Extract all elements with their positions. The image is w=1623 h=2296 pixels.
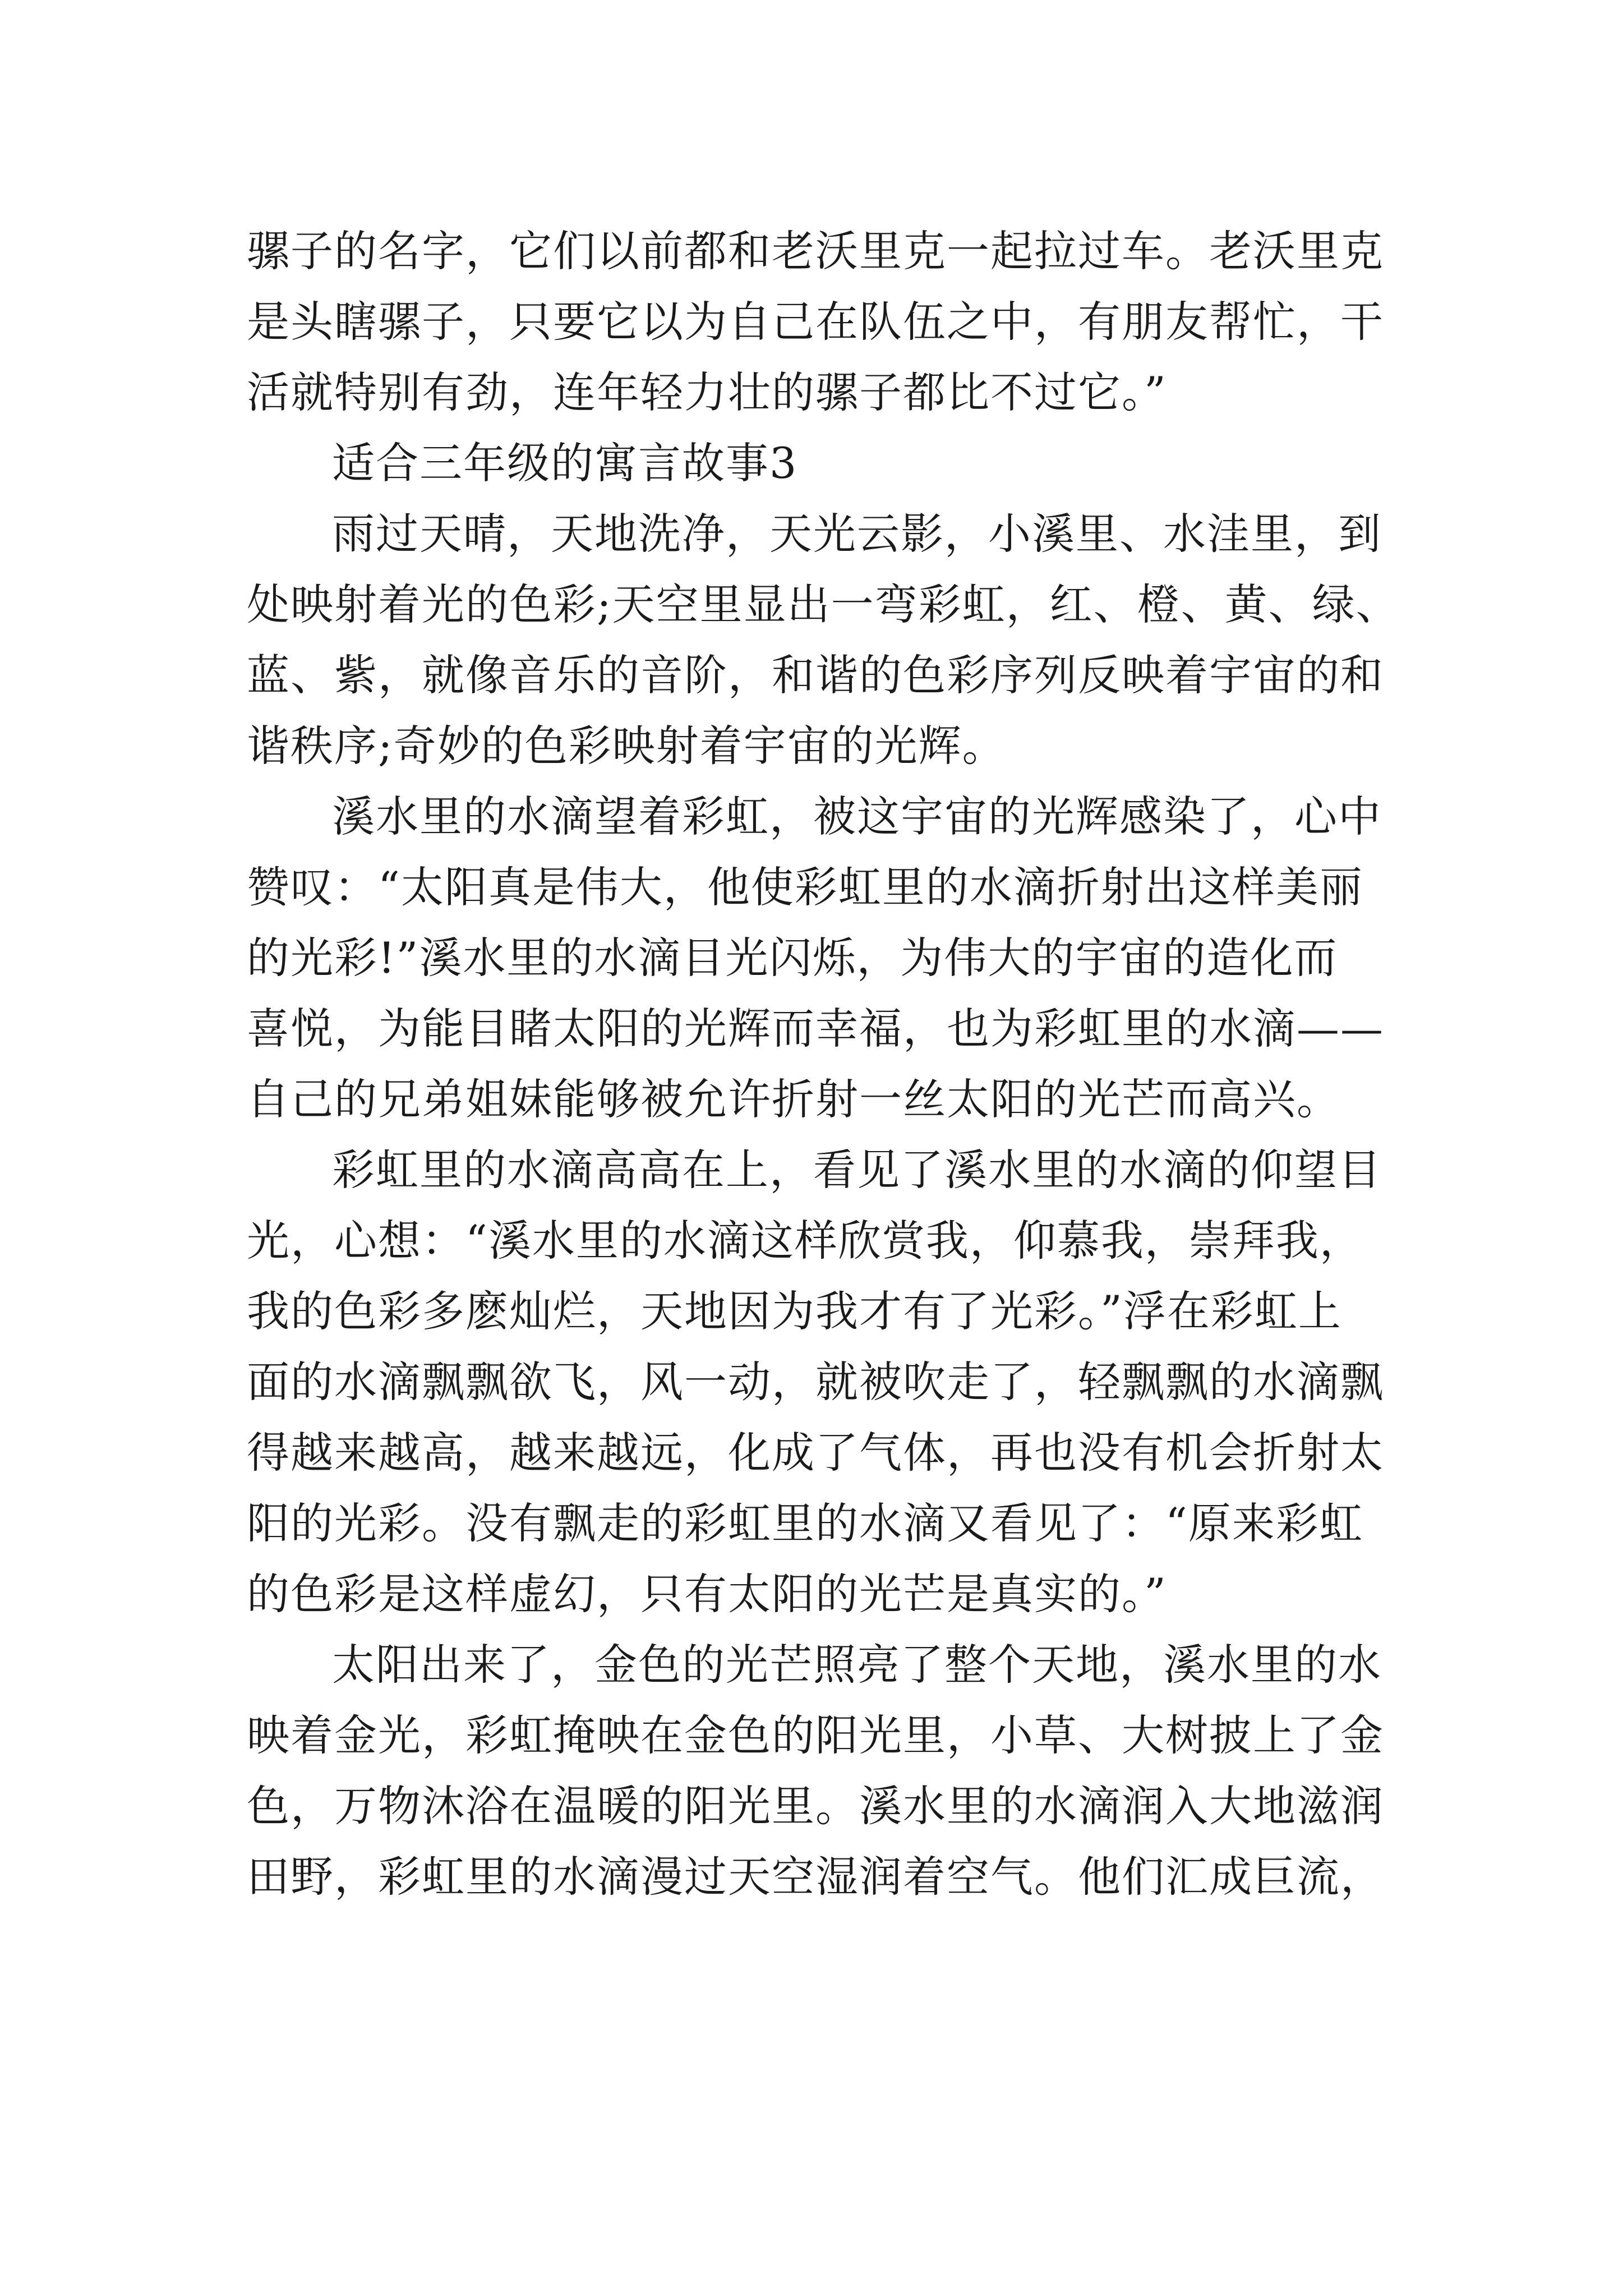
text-line: 得越来越高，越来越远，化成了气体，再也没有机会折射太: [247, 1428, 1384, 1478]
text-line: 映着金光，彩虹掩映在金色的阳光里，小草、大树披上了金: [247, 1710, 1384, 1760]
text-line: 自己的兄弟姐妹能够被允许折射一丝太阳的光芒而高兴。: [247, 1074, 1340, 1124]
text-line: 阳的光彩。没有飘走的彩虹里的水滴又看见了：“原来彩虹: [247, 1498, 1363, 1548]
text-line: 太阳出来了，金色的光芒照亮了整个天地，溪水里的水: [332, 1640, 1382, 1690]
text-line: 处映射着光的色彩;天空里显出一弯彩虹，红、橙、黄、绿、: [247, 579, 1400, 629]
text-line: 是头瞎骡子，只要它以为自己在队伍之中，有朋友帮忙，干: [247, 297, 1384, 347]
text-line: 溪水里的水滴望着彩虹，被这宇宙的光辉感染了，心中: [332, 792, 1382, 841]
text-line: 面的水滴飘飘欲飞，风一动，就被吹走了，轻飘飘的水滴飘: [247, 1357, 1384, 1407]
text-line: 蓝、紫，就像音乐的音阶，和谐的色彩序列反映着宇宙的和: [247, 650, 1384, 700]
text-line: 色，万物沐浴在温暖的阳光里。溪水里的水滴润入大地滋润: [247, 1781, 1384, 1831]
body-text: [247, 216, 1400, 1912]
text-line: 彩虹里的水滴高高在上，看见了溪水里的水滴的仰望目: [332, 1145, 1382, 1195]
text-line: 活就特别有劲，连年轻力壮的骡子都比不过它。”: [247, 367, 1167, 417]
text-line: 光，心想：“溪水里的水滴这样欣赏我，仰慕我，崇拜我，: [247, 1216, 1363, 1266]
text-line: 田野，彩虹里的水滴漫过天空湿润着空气。他们汇成巨流，: [247, 1852, 1384, 1902]
section-heading: 适合三年级的寓言故事3: [332, 438, 798, 488]
text-line: 骡子的名字，它们以前都和老沃里克一起拉过车。老沃里克: [247, 226, 1384, 276]
text-line: 的色彩是这样虚幻，只有太阳的光芒是真实的。”: [247, 1569, 1167, 1619]
text-line: 雨过天晴，天地洗净，天光云影，小溪里、水洼里，到: [332, 509, 1382, 559]
text-line: 的光彩!”溪水里的水滴目光闪烁，为伟大的宇宙的造化而: [247, 933, 1338, 983]
text-line: 赞叹：“太阳真是伟大，他使彩虹里的水滴折射出这样美丽: [247, 862, 1363, 912]
text-line: 我的色彩多麽灿烂，天地因为我才有了光彩。”浮在彩虹上: [247, 1286, 1342, 1336]
text-line: 喜悦，为能目睹太阳的光辉而幸福，也为彩虹里的水滴——: [247, 1004, 1384, 1053]
text-line: 谐秩序;奇妙的色彩映射着宇宙的光辉。: [247, 721, 1006, 771]
